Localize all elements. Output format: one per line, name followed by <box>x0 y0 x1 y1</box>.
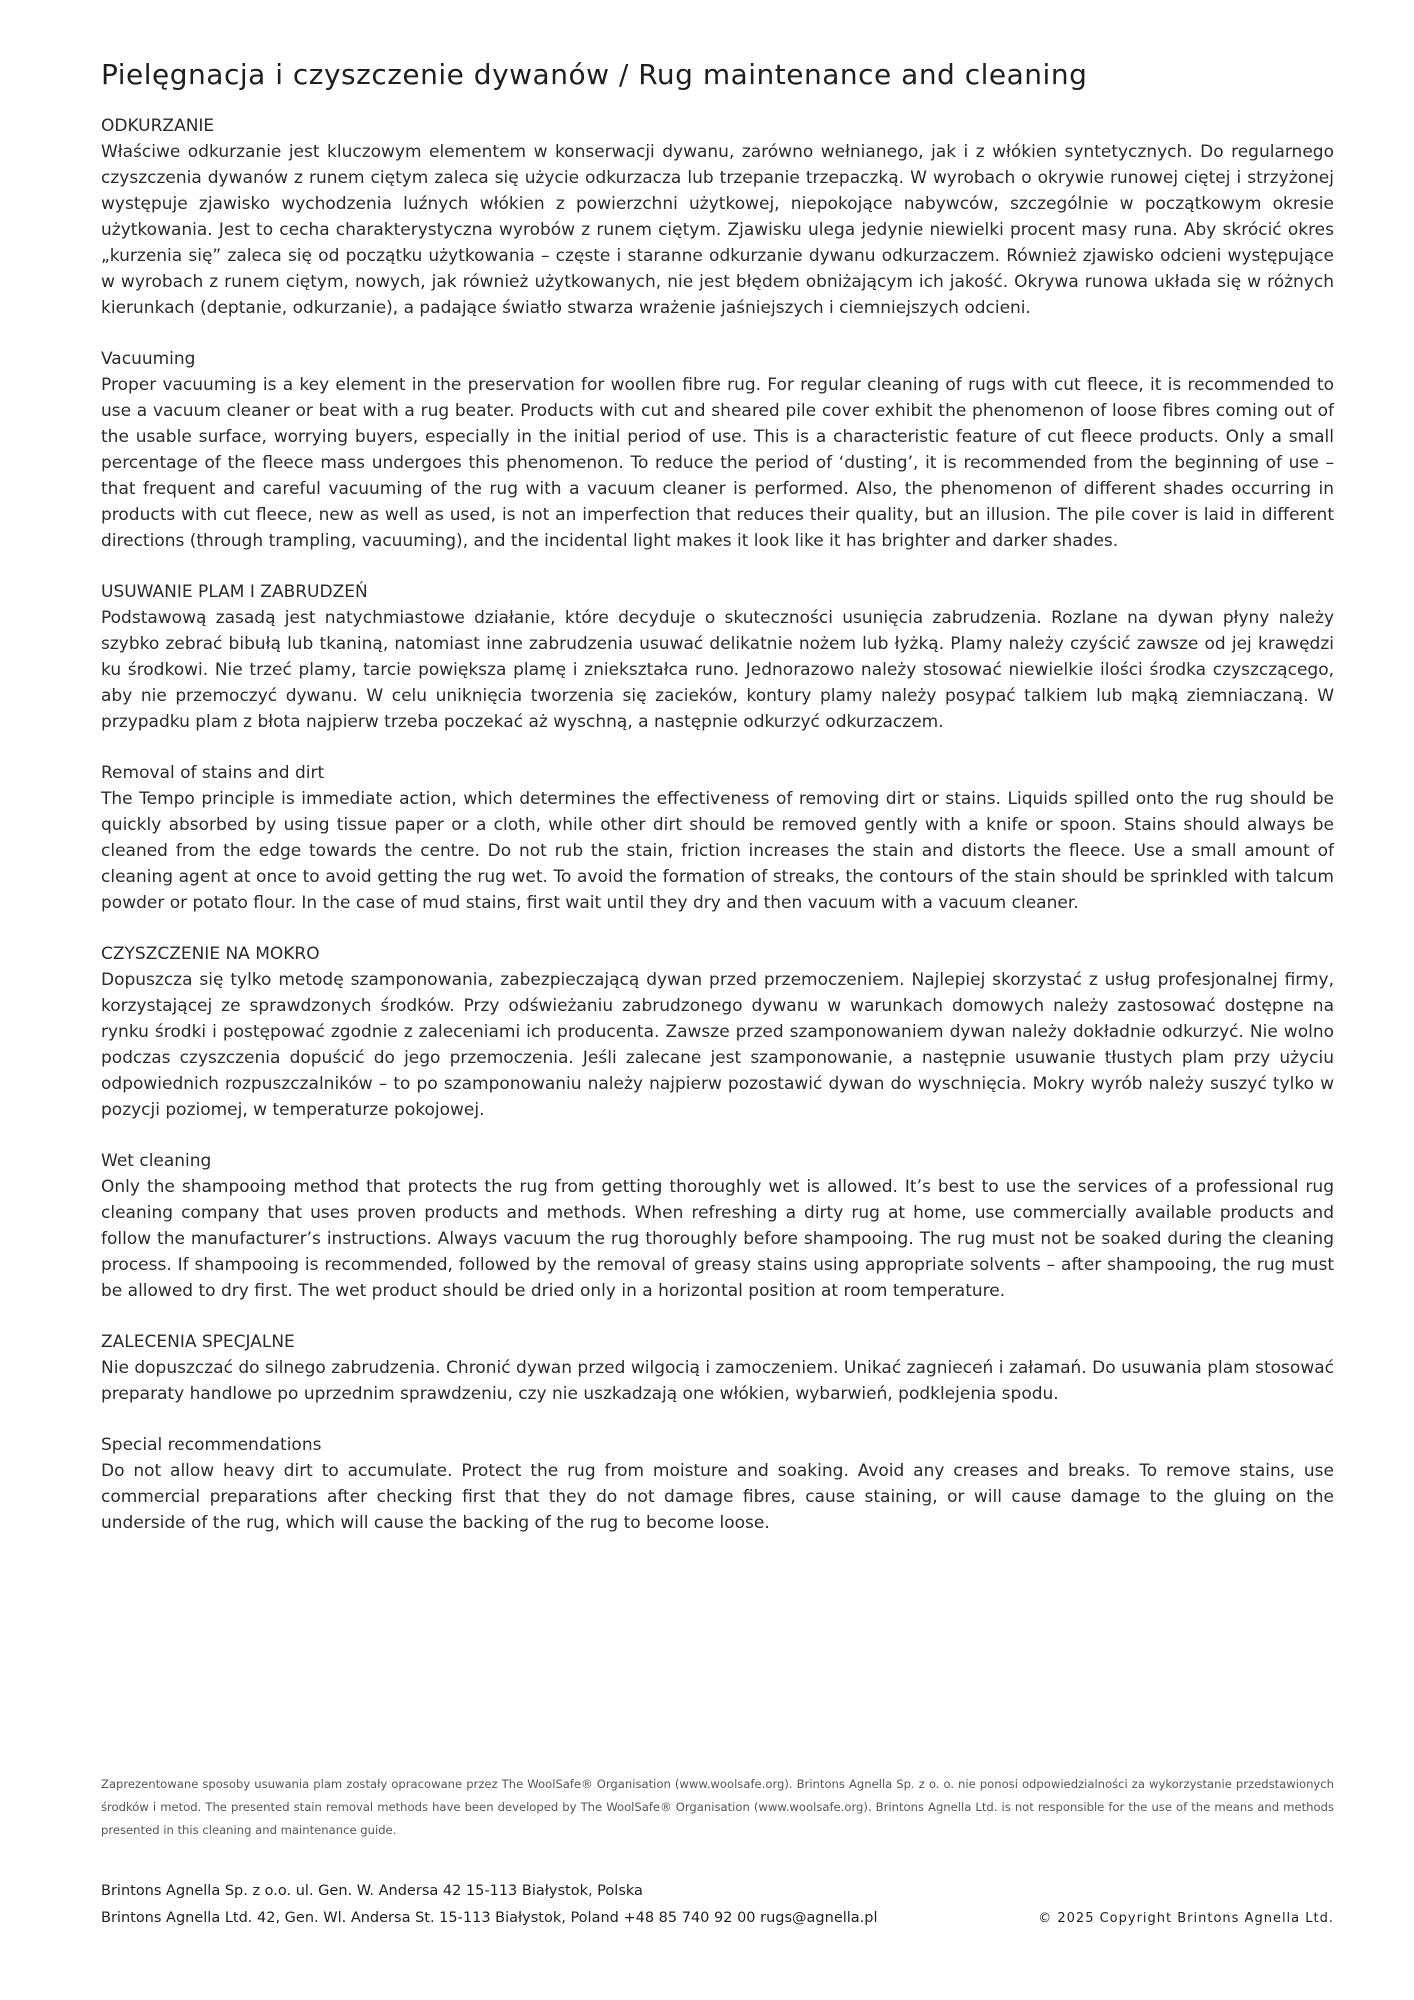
document-content <box>101 113 1334 1561</box>
section-body: Podstawową zasadą jest natychmiastowe działanie, które decyduje o skuteczności usunięcia zabrudzenia. Rozlane na dywan płyny należy szybko zebrać bibułą lub tkaniną, natomiast inne zabrudzenia usuwać delikatnie nożem lub łyżką. Plamy należy czyścić zawsze od jej krawędzi ku środkowi. Nie trzeć plamy, tarcie powiększa plamę i zniekształca runo. Jednorazowo należy stosować niewielkie ilości środka czyszczącego, aby nie przemoczyć dywanu. W celu uniknięcia tworzenia się zacieków, kontury plamy należy posypać talkiem lub mąką ziemniaczaną. W przypadku plam z błota najpierw trzeba poczekać aż wyschną, a następnie odkurzyć odkurzaczem. <box>101 608 1334 732</box>
section-heading: Wet cleaning <box>101 1151 212 1171</box>
section-body: Dopuszcza się tylko metodę szamponowania, zabezpieczającą dywan przed przemoczeniem. Najlepiej skorzystać z usług profesjonalnej firmy, korzystającej ze sprawdzonych środków. Przy odświeżaniu zabrudzonego dywanu w warunkach domowych należy zastosować dostępne na rynku środki i postępować zgodnie z zaleceniami ich producenta. Zawsze przed szamponowaniem dywan należy dokładnie odkurzyć. Nie wolno podczas czyszczenia dopuścić do jego przemoczenia. Jeśli zalecane jest szamponowanie, a następnie usuwanie tłustych plam przy użyciu odpowiednich rozpuszczalników – to po szamponowaniu należy najpierw pozostawić dywan do wyschnięcia. Mokry wyrób należy suszyć tylko w pozycji poziomej, w temperaturze pokojowej. <box>101 970 1334 1120</box>
section-heading: USUWANIE PLAM I ZABRUDZEŃ <box>101 582 368 602</box>
section-heading: ODKURZANIE <box>101 116 215 136</box>
section-heading: Vacuuming <box>101 349 196 369</box>
section-heading: ZALECENIA SPECJALNE <box>101 1332 295 1352</box>
section-removal-of-stains <box>101 760 1334 916</box>
section-heading: Special recommendations <box>101 1435 322 1455</box>
section-czyszczenie-na-mokro <box>101 941 1334 1123</box>
section-body: Only the shampooing method that protects the rug from getting thoroughly wet is allowed. It’s best to use the services of a professional rug cleaning company that uses proven products and methods. When refreshing a dirty rug at home, use commercially available products and follow the manufacturer’s instructions. Always vacuum the rug thoroughly before shampooing. The rug must not be soaked during the cleaning process. If shampooing is recommended, followed by the removal of greasy stains using appropriate solvents – after shampooing, the rug must be allowed to dry first. The wet product should be dried only in a horizontal position at room temperature. <box>101 1177 1334 1301</box>
section-body: Właściwe odkurzanie jest kluczowym elementem w konserwacji dywanu, zarówno wełnianego, jak i z włókien syntetycznych. Do regularnego czyszczenia dywanów z runem ciętym zaleca się użycie odkurzacza lub trzepanie trzepaczką. W wyrobach o okrywie runowej ciętej i strzyżonej występuje zjawisko wychodzenia luźnych włókien z powierzchni użytkowej, niepokojące nabywców, szczególnie w początkowym okresie użytkowania. Jest to cecha charakterystyczna wyrobów z runem ciętym. Zjawisku ulega jedynie niewielki procent masy runa. Aby skrócić okres „kurzenia się” zaleca się od początku użytkowania – częste i staranne odkurzanie dywanu odkurzaczem. Również zjawisko odcieni występujące w wyrobach z runem ciętym, nowych, jak również użytkowanych, nie jest błędem obniżającym ich jakość. Okrywa runowa układa się w różnych kierunkach (deptanie, odkurzanie), a padające światło stwarza wrażenie jaśniejszych i ciemniejszych odcieni. <box>101 142 1334 318</box>
page-title: Pielęgnacja i czyszczenie dywanów / Rug maintenance and cleaning <box>101 58 1088 91</box>
footer-address-line-en: Brintons Agnella Ltd. 42, Gen. Wl. Andersa St. 15-113 Białystok, Poland +48 85 740 92 00 rugs@agnella.pl <box>101 1910 878 1926</box>
section-body: Nie dopuszczać do silnego zabrudzenia. Chronić dywan przed wilgocią i zamoczeniem. Unikać zagnieceń i załamań. Do usuwania plam stosować preparaty handlowe po uprzednim sprawdzeniu, czy nie uszkadzają one włókien, wybarwień, podklejenia spodu. <box>101 1358 1334 1404</box>
disclaimer-text: Zaprezentowane sposoby usuwania plam zostały opracowane przez The WoolSafe® Organisation (www.woolsafe.org). Brintons Agnella Sp. z o. o. nie ponosi odpowiedzialności za wykorzystanie przedstawionych środków i metod. The presented stain removal methods have been developed by The WoolSafe® Organisation (www.woolsafe.org). Brintons Agnella Ltd. is not responsible for the use of the means and methods presented in this cleaning and maintenance guide. <box>101 1777 1334 1837</box>
section-usuwanie-plam <box>101 579 1334 735</box>
section-vacuuming <box>101 346 1334 554</box>
copyright-notice: © 2025 Copyright Brintons Agnella Ltd. <box>1038 1911 1334 1926</box>
section-body: Do not allow heavy dirt to accumulate. Protect the rug from moisture and soaking. Avoid any creases and breaks. To remove stains, use commercial preparations after checking first that they do not damage fibres, cause staining, or will cause damage to the gluing on the underside of the rug, which will cause the backing of the rug to become loose. <box>101 1461 1334 1533</box>
section-heading: CZYSZCZENIE NA MOKRO <box>101 944 320 964</box>
section-body: The Tempo principle is immediate action, which determines the effectiveness of removing dirt or stains. Liquids spilled onto the rug should be quickly absorbed by using tissue paper or a cloth, while other dirt should be removed gently with a knife or spoon. Stains should always be cleaned from the edge towards the centre. Do not rub the stain, friction increases the stain and distorts the fleece. Use a small amount of cleaning agent at once to avoid getting the rug wet. To avoid the formation of streaks, the contours of the stain should be sprinkled with talcum powder or potato flour. In the case of mud stains, first wait until they dry and then vacuum with a vacuum cleaner. <box>101 789 1334 913</box>
footer-address-line-pl: Brintons Agnella Sp. z o.o. ul. Gen. W. Andersa 42 15-113 Białystok, Polska <box>101 1883 643 1899</box>
section-body: Proper vacuuming is a key element in the preservation for woollen fibre rug. For regular cleaning of rugs with cut fleece, it is recommended to use a vacuum cleaner or beat with a rug beater. Products with cut and sheared pile cover exhibit the phenomenon of loose fibres coming out of the usable surface, worrying buyers, especially in the initial period of use. This is a characteristic feature of cut fleece products. Only a small percentage of the fleece mass undergoes this phenomenon. To reduce the period of ‘dusting’, it is recommended from the beginning of use – that frequent and careful vacuuming of the rug with a vacuum cleaner is performed. Also, the phenomenon of different shades occurring in products with cut fleece, new as well as used, is not an imperfection that reduces their quality, but an illusion. The pile cover is laid in different directions (through trampling, vacuuming), and the incidental light makes it look like it has brighter and darker shades. <box>101 375 1334 551</box>
section-heading: Removal of stains and dirt <box>101 763 325 783</box>
section-odkurzanie <box>101 113 1334 321</box>
section-wet-cleaning <box>101 1148 1334 1304</box>
section-special-recommendations <box>101 1432 1334 1536</box>
section-zalecenia-specjalne <box>101 1329 1334 1407</box>
